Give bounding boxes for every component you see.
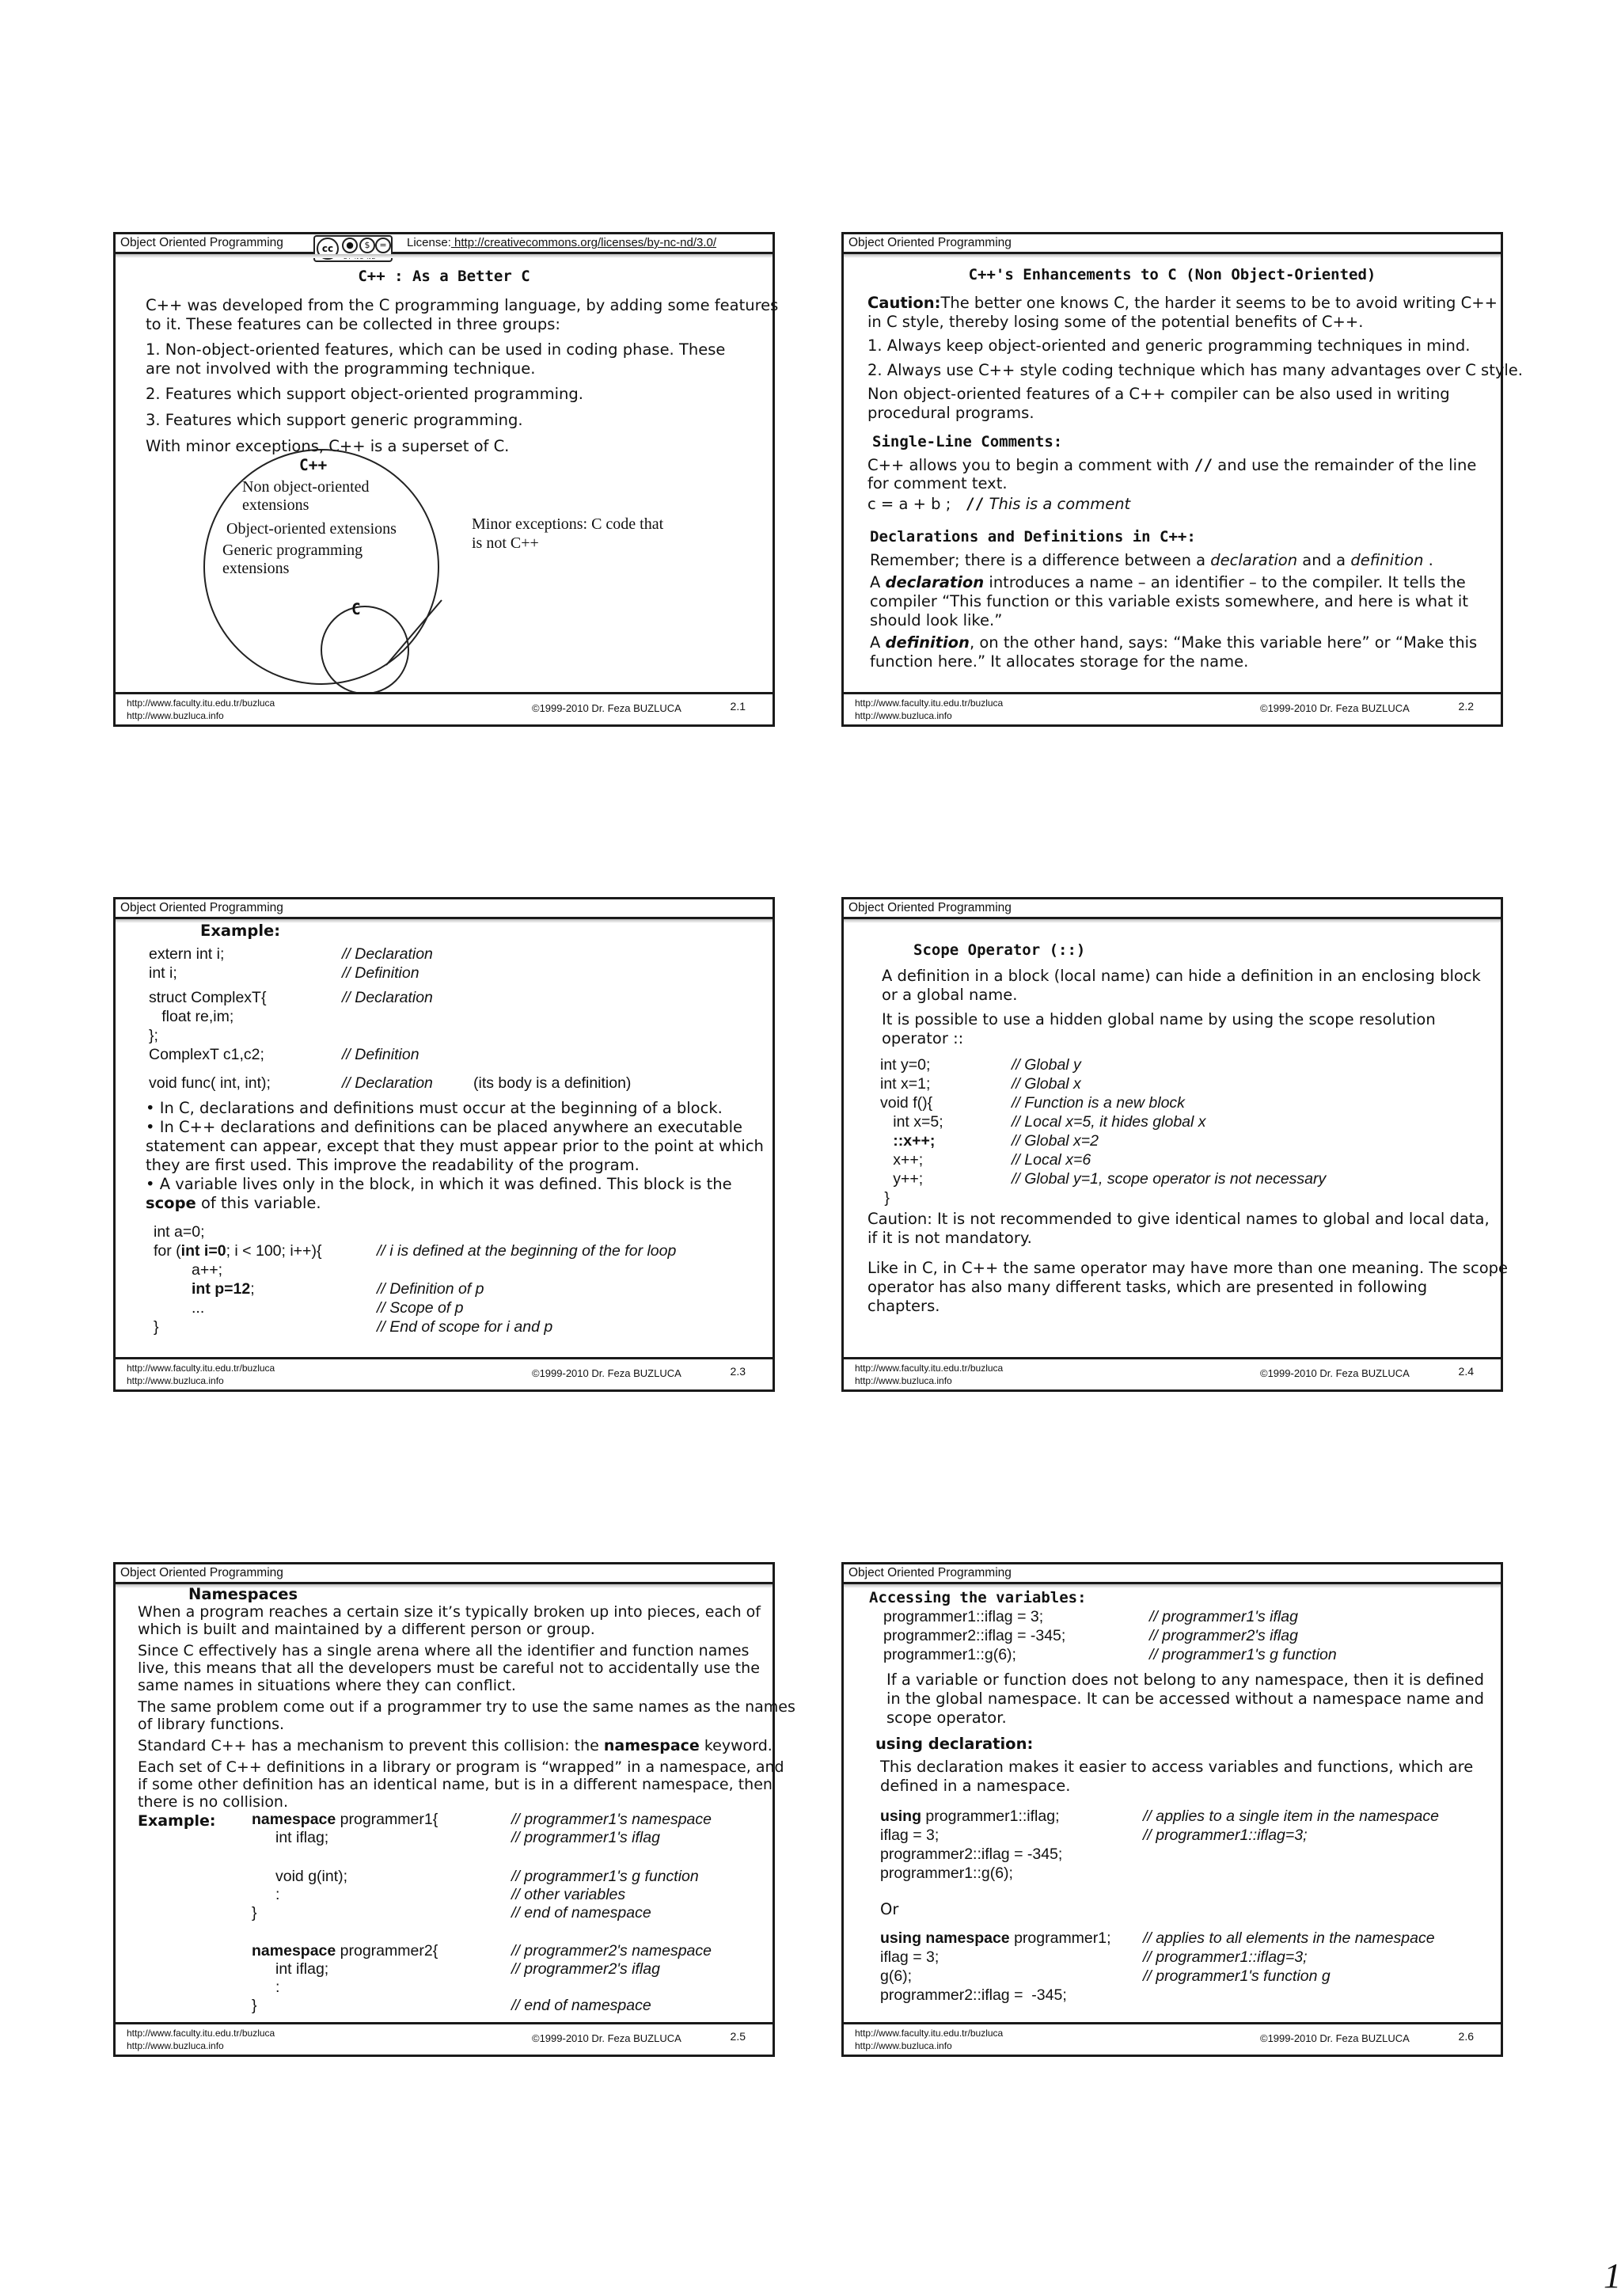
code-comment: // Global y=1, scope operator is not necessary — [1012, 1170, 1327, 1188]
code-comment: // programmer1::iflag=3; — [1143, 1948, 1308, 1966]
text-line: • A variable lives only in the block, in which it was defined. This block is the — [146, 1175, 732, 1193]
slide-title: C++'s Enhancements to C (Non Object-Oriented) — [968, 266, 1376, 283]
footer-url[interactable]: http://www.buzluca.info — [127, 2040, 224, 2051]
diagram-label: Generic programming — [222, 542, 363, 559]
code-comment: // End of scope for i and p — [377, 1318, 553, 1336]
code-comment: // Definition of p — [377, 1280, 484, 1298]
text-line: • In C++ declarations and definitions can be placed anywhere an executable — [146, 1118, 743, 1136]
slide-2-4 — [841, 897, 1509, 1392]
code-comment: // programmer1's g function — [1149, 1646, 1337, 1663]
code-comment: // Definition — [342, 1046, 419, 1063]
code-line: using programmer1::iflag; — [880, 1808, 1060, 1825]
text-line: if some other definition has an identical name, but is in a different namespace, then — [138, 1776, 773, 1793]
code-line: int a=0; — [154, 1223, 205, 1241]
slide-header — [844, 1564, 1501, 1584]
example-label: Example: — [138, 1812, 216, 1830]
slide-body — [844, 258, 1524, 692]
text-line: Remember; there is a difference between a declaration and a definition . — [870, 551, 1433, 569]
license — [407, 234, 716, 252]
text-line: When a program reaches a certain size it’s typically broken up into pieces, each of — [138, 1603, 761, 1621]
slide-header — [844, 899, 1501, 919]
text-line: 2. Features which support object-oriented programming. — [146, 385, 583, 403]
text-line: should look like.” — [870, 611, 1003, 629]
diagram-label: extensions — [222, 560, 290, 577]
slide-2-5 — [113, 1562, 795, 2057]
nd-icon: = — [375, 238, 391, 253]
text-line: Non object-oriented features of a C++ compiler can be also used in writing — [867, 385, 1450, 403]
footer-url[interactable]: http://www.faculty.itu.edu.tr/buzluca — [127, 698, 275, 709]
code-line: struct ComplexT{ — [149, 989, 267, 1006]
code-comment: // Scope of p — [377, 1299, 464, 1317]
code-line: void g(int); — [275, 1868, 348, 1885]
footer-url[interactable]: http://www.faculty.itu.edu.tr/buzluca — [855, 1363, 1004, 1374]
code-line: : — [275, 1886, 280, 1903]
code-line: ::x++; — [880, 1132, 936, 1150]
text-line: to it. These features can be collected in three groups: — [146, 315, 560, 333]
slide-header — [116, 899, 773, 919]
code-comment: // end of namespace — [511, 1904, 651, 1922]
code-comment: // Definition — [342, 964, 419, 982]
code-comment: // i is defined at the beginning of the for loop — [377, 1242, 677, 1260]
code-comment: // programmer2's iflag — [1149, 1627, 1298, 1644]
slide-footer — [844, 2022, 1501, 2055]
slide-footer — [116, 692, 773, 724]
text-line: Caution: It is not recommended to give identical names to global and local data, — [867, 1210, 1490, 1228]
caution-label: Caution: — [867, 294, 941, 312]
code-line: int x=5; — [880, 1113, 943, 1131]
header-title: Object Oriented Programming — [120, 1566, 283, 1579]
slide-title: Scope Operator (::) — [913, 941, 1086, 959]
code-comment: // end of namespace — [511, 1997, 651, 2014]
text-line: in C style, thereby losing some of the potential benefits of C++. — [867, 313, 1364, 331]
text-line: A definition, on the other hand, says: “Make this variable here” or “Make this — [870, 633, 1478, 652]
text-line: Since C effectively has a single arena where all the identifier and function names — [138, 1642, 750, 1659]
text-line: A declaration introduces a name – an identifier – to the compiler. It tells the — [870, 573, 1466, 591]
footer-copyright: ©1999-2010 Dr. Feza BUZLUCA — [1260, 1367, 1410, 1379]
code-line: x++; — [880, 1151, 924, 1169]
header-title: Object Oriented Programming — [848, 236, 1012, 249]
c-circle — [321, 606, 408, 694]
text-line: which is built and maintained by a different person or group. — [138, 1621, 595, 1638]
exception-label: is not C++ — [472, 534, 539, 552]
code-comment: // programmer2's namespace — [511, 1942, 712, 1960]
code-line: }; — [149, 1027, 158, 1044]
slide-number: 2.2 — [1458, 700, 1474, 713]
text-line: are not involved with the programming technique. — [146, 359, 536, 378]
footer-url[interactable]: http://www.buzluca.info — [855, 2040, 952, 2051]
text-line: live, this means that all the developers must be careful not to accidentally use the — [138, 1659, 760, 1677]
code-comment: // programmer1::iflag=3; — [1143, 1827, 1308, 1844]
footer-url[interactable]: http://www.buzluca.info — [855, 1375, 952, 1386]
code-line: g(6); — [880, 1967, 913, 1985]
text-line: Caution:The better one knows C, the harder it seems to be to avoid writing C++ — [867, 294, 1498, 312]
text-line: if it is not mandatory. — [867, 1229, 1032, 1247]
code-comment: // Local x=6 — [1012, 1151, 1091, 1169]
code-line: } — [880, 1189, 890, 1207]
slide-body — [844, 923, 1509, 1357]
code-line: programmer1::g(6); — [883, 1646, 1016, 1663]
footer-copyright: ©1999-2010 Dr. Feza BUZLUCA — [532, 1367, 681, 1379]
slide-2-1 — [113, 232, 779, 727]
text-line: Like in C, in C++ the same operator may have more than one meaning. The scope — [867, 1259, 1509, 1277]
license-link[interactable]: http://creativecommons.org/licenses/by-nc-nd/3.0/ — [450, 236, 717, 249]
text-line: With minor exceptions, C++ is a superset of C. — [146, 437, 510, 455]
code-comment: // Local x=5, it hides global x — [1012, 1113, 1206, 1131]
exception-pointer — [386, 600, 442, 665]
code-line: int iflag; — [275, 1829, 329, 1846]
code-comment: // applies to all elements in the namespace — [1143, 1929, 1435, 1947]
license-label: License: — [407, 236, 451, 249]
footer-url[interactable]: http://www.faculty.itu.edu.tr/buzluca — [127, 1363, 275, 1374]
code-line: : — [275, 1979, 280, 1996]
header-title: Object Oriented Programming — [120, 901, 283, 914]
slide-header — [844, 234, 1501, 254]
footer-url[interactable]: http://www.buzluca.info — [127, 710, 224, 721]
code-line: float re,im; — [149, 1008, 234, 1025]
text-line: The same problem come out if a programmer try to use the same names as the names — [138, 1698, 795, 1716]
slide-body — [116, 1585, 795, 2022]
code-line: int x=1; — [880, 1075, 931, 1093]
text-line: procedural programs. — [867, 404, 1034, 422]
code-comment: // programmer1's function g — [1143, 1967, 1331, 1985]
text-line: If a variable or function does not belong to any namespace, then it is defined — [886, 1671, 1484, 1689]
slide-title: Namespaces — [188, 1585, 298, 1603]
code-line: y++; — [880, 1170, 924, 1188]
text-line: in the global namespace. It can be accessed without a namespace name and — [886, 1690, 1484, 1708]
slide-title: C++ : As a Better C — [358, 268, 530, 285]
code-line: namespace programmer1{ — [252, 1811, 438, 1828]
footer-copyright: ©1999-2010 Dr. Feza BUZLUCA — [532, 702, 681, 714]
header-title: Object Oriented Programming — [848, 901, 1012, 914]
slide-footer — [844, 692, 1501, 724]
code-comment: // Global y — [1012, 1056, 1081, 1074]
code-line: int y=0; — [880, 1056, 931, 1074]
code-line: int i; — [149, 964, 177, 982]
footer-url[interactable]: http://www.buzluca.info — [127, 1375, 224, 1386]
footer-copyright: ©1999-2010 Dr. Feza BUZLUCA — [1260, 2032, 1410, 2044]
text-line: they are first used. This improve the readability of the program. — [146, 1156, 640, 1174]
slide-footer — [844, 1357, 1501, 1389]
nc-icon: $ — [359, 238, 375, 253]
text-line: chapters. — [867, 1297, 940, 1315]
code-line: iflag = 3; — [880, 1827, 940, 1844]
text-line: • In C, declarations and definitions must occur at the beginning of a block. — [146, 1099, 723, 1117]
code-line: c = a + b ; // This is a comment — [867, 495, 1131, 513]
code-line: void func( int, int); — [149, 1074, 271, 1092]
by-icon: ● — [342, 238, 358, 253]
slide-number: 2.4 — [1458, 1365, 1474, 1378]
footer-url[interactable]: http://www.faculty.itu.edu.tr/buzluca — [855, 2028, 1004, 2039]
text-line: It is possible to use a hidden global name by using the scope resolution — [882, 1010, 1436, 1028]
code-note: (its body is a definition) — [473, 1074, 632, 1092]
section-title: Declarations and Definitions in C++: — [870, 528, 1196, 545]
slide-number: 2.1 — [730, 700, 746, 713]
text-line: C++ allows you to begin a comment with // and use the remainder of the line — [867, 456, 1477, 474]
header-title: Object Oriented Programming — [120, 236, 283, 249]
code-line: a++; — [192, 1261, 223, 1279]
code-comment: // programmer1's g function — [511, 1868, 699, 1885]
code-line: namespace programmer2{ — [252, 1942, 438, 1960]
text-line: for comment text. — [867, 474, 1008, 492]
code-line: extern int i; — [149, 945, 225, 963]
cpp-superset-diagram — [116, 258, 773, 701]
slide-body — [844, 1588, 1501, 2022]
code-comment: // other variables — [511, 1886, 626, 1903]
text-line: there is no collision. — [138, 1793, 289, 1811]
cc-icon: cc — [317, 238, 339, 260]
code-line: } — [154, 1318, 159, 1336]
section-title: using declaration: — [875, 1735, 1034, 1753]
footer-url[interactable]: http://www.faculty.itu.edu.tr/buzluca — [127, 2028, 275, 2039]
slide-number: 2.5 — [730, 2030, 746, 2043]
code-line: } — [252, 1997, 257, 2014]
header-title: Object Oriented Programming — [848, 1566, 1012, 1579]
text-line: of library functions. — [138, 1716, 285, 1733]
code-line: programmer2::iflag = -345; — [880, 1846, 1063, 1863]
exception-label: Minor exceptions: C code that — [472, 515, 664, 533]
slide-2-6 — [841, 1562, 1503, 2057]
code-comment: // programmer1's namespace — [511, 1811, 712, 1828]
text-line: Standard C++ has a mechanism to prevent this collision: the namespace keyword. — [138, 1737, 773, 1754]
code-comment: // Declaration — [342, 989, 433, 1006]
example-label: Example: — [200, 922, 281, 940]
code-line: using namespace programmer1; — [880, 1929, 1111, 1947]
slide-2-2 — [841, 232, 1524, 727]
code-line: iflag = 3; — [880, 1948, 940, 1966]
code-comment: // Global x=2 — [1012, 1132, 1099, 1150]
footer-url[interactable]: http://www.buzluca.info — [855, 710, 952, 721]
slide-body — [116, 258, 779, 692]
code-comment: // Function is a new block — [1012, 1094, 1185, 1112]
code-comment: // Declaration — [342, 945, 433, 963]
code-comment: // applies to a single item in the namespace — [1143, 1808, 1439, 1825]
code-comment: // Global x — [1012, 1075, 1081, 1093]
footer-copyright: ©1999-2010 Dr. Feza BUZLUCA — [532, 2032, 681, 2044]
code-comment: // Declaration — [342, 1074, 433, 1092]
text-line: Or — [880, 1900, 899, 1918]
code-line: ... — [192, 1299, 205, 1317]
text-line: 1. Always keep object-oriented and generic programming techniques in mind. — [867, 336, 1471, 355]
text-line: 3. Features which support generic programming. — [146, 411, 523, 429]
code-line: for (int i=0; i < 100; i++){ — [154, 1242, 322, 1260]
diagram-label: Object-oriented extensions — [226, 520, 397, 538]
slide-body — [116, 923, 773, 1357]
slide-number: 2.3 — [730, 1365, 746, 1378]
text-line: function here.” It allocates storage for the name. — [870, 652, 1249, 671]
code-line: void f(){ — [880, 1094, 933, 1112]
text-line: operator :: — [882, 1029, 964, 1047]
text-line: This declaration makes it easier to access variables and functions, which are — [880, 1758, 1474, 1776]
cpp-label: C++ — [299, 456, 328, 474]
footer-copyright: ©1999-2010 Dr. Feza BUZLUCA — [1260, 702, 1410, 714]
code-comment: // programmer1's iflag — [511, 1829, 660, 1846]
slide-number: 2.6 — [1458, 2030, 1474, 2043]
slide-header — [116, 1564, 773, 1584]
c-label: C — [351, 600, 361, 618]
text-line: same names in situations where they can conflict. — [138, 1677, 516, 1694]
text-line: Each set of C++ definitions in a library or program is “wrapped” in a namespace, and — [138, 1758, 784, 1776]
text-line: scope operator. — [886, 1709, 1007, 1727]
code-comment: // programmer1's iflag — [1149, 1608, 1298, 1625]
text-line: operator has also many different tasks, which are presented in following — [867, 1278, 1428, 1296]
code-line: ComplexT c1,c2; — [149, 1046, 264, 1063]
slide-footer — [116, 1357, 773, 1389]
text-line: scope of this variable. — [146, 1194, 321, 1212]
code-line: int p=12; — [192, 1280, 255, 1298]
slide-2-3 — [113, 897, 775, 1392]
footer-url[interactable]: http://www.faculty.itu.edu.tr/buzluca — [855, 698, 1004, 709]
text-line: 2. Always use C++ style coding technique which has many advantages over C style. — [867, 361, 1524, 379]
text-line: or a global name. — [882, 986, 1018, 1004]
diagram-label: Non object-oriented — [242, 478, 370, 496]
text-line: statement can appear, except that they must appear prior to the point at which — [146, 1137, 764, 1155]
text-line: 1. Non-object-oriented features, which can be used in coding phase. These — [146, 340, 726, 359]
text-line: C++ was developed from the C programming language, by adding some features — [146, 296, 779, 314]
section-title: Single-Line Comments: — [872, 433, 1063, 450]
slide-title: Accessing the variables: — [869, 1589, 1087, 1606]
text-line: compiler “This function or this variable exists somewhere, and here is what it — [870, 592, 1468, 610]
code-line: int iflag; — [275, 1960, 329, 1978]
text-line: defined in a namespace. — [880, 1777, 1071, 1795]
code-comment: // programmer2's iflag — [511, 1960, 660, 1978]
code-line: programmer1::iflag = 3; — [883, 1608, 1044, 1625]
code-line: programmer2::iflag = -345; — [880, 1986, 1067, 2004]
slide-footer — [116, 2022, 773, 2055]
code-line: } — [252, 1904, 257, 1922]
code-line: programmer2::iflag = -345; — [883, 1627, 1066, 1644]
text-line: A definition in a block (local name) can hide a definition in an enclosing block — [882, 967, 1481, 985]
page-number: 1 — [1604, 2256, 1621, 2295]
diagram-label: extensions — [242, 496, 309, 514]
code-line: programmer1::g(6); — [880, 1865, 1013, 1882]
